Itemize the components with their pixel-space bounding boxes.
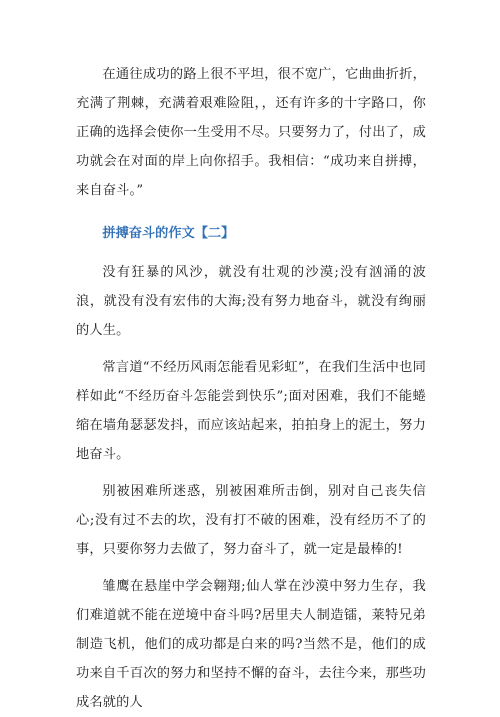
section-heading: 拼搏奋斗的作文【二】: [102, 226, 235, 241]
paragraph-intro: 在通往成功的路上很不平坦，很不宽广，它曲曲折折，充满了荆棘，充满着艰难险阻，，还有许多的十字路口，你正确的选择会使你一生受用不尽。只要努力了，付出了，成功就会在对面的岸上向你招手。我相信：“成功来自拼搏，来自奋斗。”: [76, 67, 426, 198]
paragraph-3: 别被困难所迷惑，别被困难所击倒，别对自己丧失信心;没有过不去的坎，没有打不破的困难，没有经历不了的事，只要你努力去做了，努力奋斗了，就一定是最棒的!: [76, 484, 426, 557]
paragraph-1: 没有狂暴的风沙，就没有壮观的沙漠;没有汹涌的波浪，就没有没有宏伟的大海;没有努力地奋斗，就没有绚丽的人生。: [76, 265, 426, 338]
paragraph-2: 常言道“不经历风雨怎能看见彩虹”，在我们生活中也同样如此“不经历奋斗怎能尝到快乐”;面对困难，我们不能蜷缩在墙角瑟瑟发抖，而应该站起来，拍拍身上的泥土，努力地奋斗。: [76, 360, 426, 462]
document-body: [76, 60, 426, 717]
paragraph-4: 雏鹰在悬崖中学会翱翔;仙人掌在沙漠中努力生存，我们难道就不能在逆境中奋斗吗?居里夫人制造镭，莱特兄弟制造飞机，他们的成功都是白来的吗?当然不是，他们的成功来自千百次的努力和坚持不懈的奋斗，去往今来，那些功成名就的人: [76, 579, 426, 710]
